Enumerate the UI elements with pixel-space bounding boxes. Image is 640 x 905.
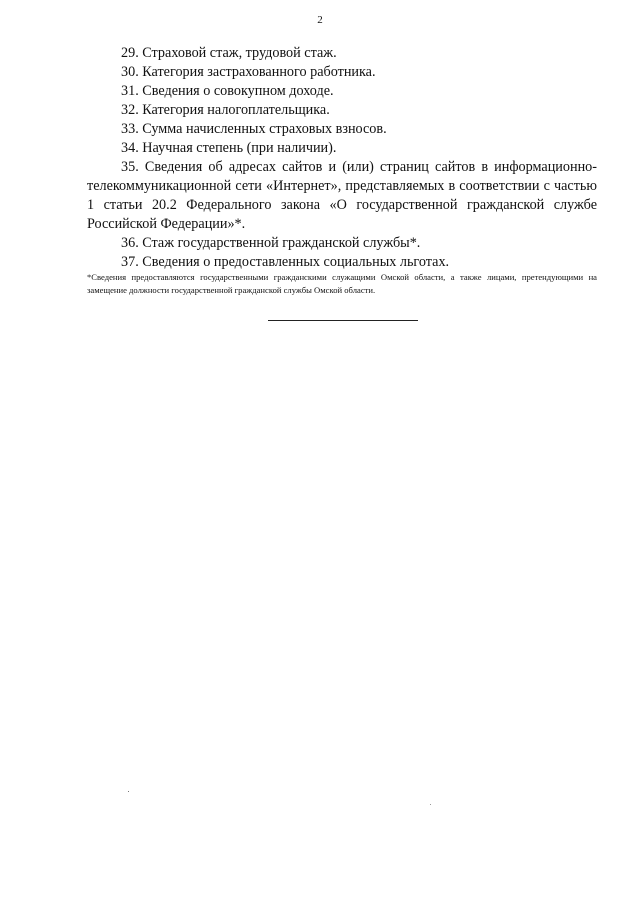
list-item-36: 36. Стаж государственной гражданской службы*. — [121, 235, 421, 251]
document-body — [87, 44, 597, 272]
page-number: 2 — [317, 14, 323, 26]
list-item-29: 29. Страховой стаж, трудовой стаж. — [121, 45, 337, 61]
footnote: *Сведения предоставляются государственными гражданскими служащими Омской области, а также лицами, претендующими на замещение должности государственной гражданской службы Омской области. — [87, 272, 597, 295]
scan-speck — [430, 804, 431, 805]
list-item-32: 32. Категория налогоплательщика. — [121, 102, 330, 118]
list-item-30: 30. Категория застрахованного работника. — [121, 64, 376, 80]
list-item-33: 33. Сумма начисленных страховых взносов. — [121, 121, 387, 137]
scan-speck — [128, 791, 129, 792]
list-item-34: 34. Научная степень (при наличии). — [121, 140, 337, 156]
list-item-31: 31. Сведения о совокупном доходе. — [121, 83, 334, 99]
list-item-37: 37. Сведения о предоставленных социальных льготах. — [121, 254, 450, 270]
end-separator-line — [268, 320, 418, 321]
list-item-35: 35. Сведения об адресах сайтов и (или) страниц сайтов в информационно-телекоммуникационной сети «Интернет», представляемых в соответствии с частью 1 статьи 20.2 Федерального закона «О государственной гражданской службе Российской Федерации»*. — [87, 159, 597, 232]
